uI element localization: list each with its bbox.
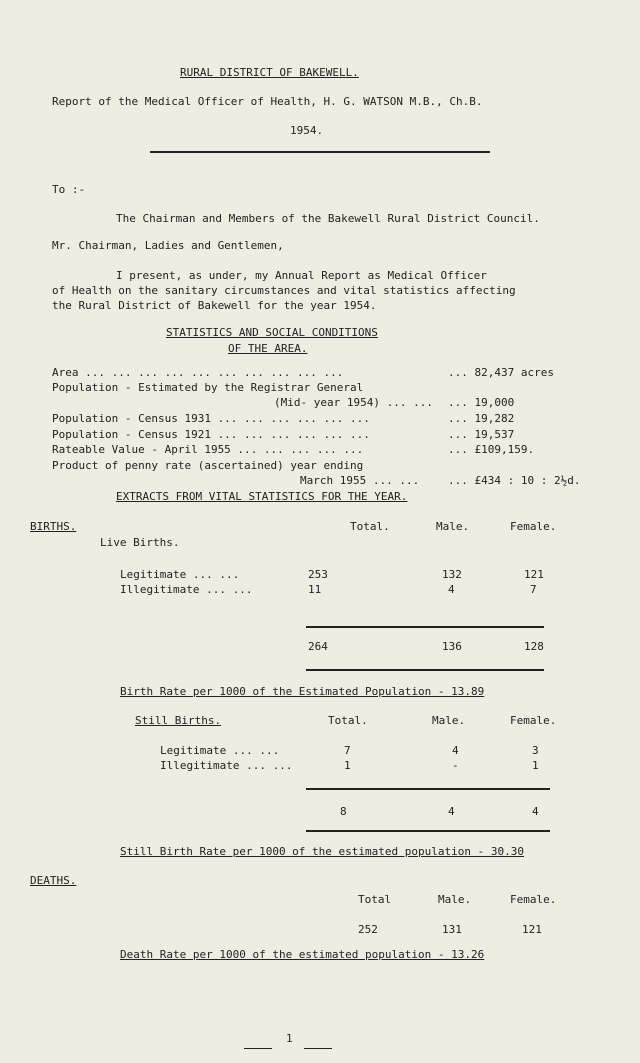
- still-legitimate-total: 7: [344, 744, 351, 757]
- births-sum-female: 128: [524, 640, 544, 653]
- stat-penny-rate-sub: March 1955 ... ...: [300, 474, 420, 487]
- live-births-subheading: Live Births.: [100, 536, 180, 549]
- births-legitimate-male: 132: [442, 568, 462, 581]
- statistics-subheading: OF THE AREA.: [228, 342, 308, 355]
- to-line: To :-: [52, 183, 86, 196]
- extracts-heading: EXTRACTS FROM VITAL STATISTICS FOR THE YEAR.: [116, 490, 408, 503]
- births-col-female: Female.: [510, 520, 557, 533]
- stat-area-label: Area ... ... ... ... ... ... ... ... ... ...: [52, 366, 344, 379]
- still-sum-female: 4: [532, 805, 539, 818]
- births-illegitimate-label: Illegitimate ... ...: [120, 583, 253, 596]
- stat-penny-rate-label: Product of penny rate (ascertained) year ending: [52, 459, 364, 472]
- intro-line-2: of Health on the sanitary circumstances and vital statistics affecting: [52, 284, 516, 297]
- stat-rateable-value-label: Rateable Value - April 1955 ... ... ... ... ...: [52, 443, 364, 456]
- births-sum-male: 136: [442, 640, 462, 653]
- district-title: RURAL DISTRICT OF BAKEWELL.: [180, 66, 359, 79]
- still-illegitimate-female: 1: [532, 759, 539, 772]
- still-births-subheading: Still Births.: [135, 714, 222, 727]
- stat-census-1931-value: ... 19,282: [448, 412, 515, 425]
- page-number-rule-right: [304, 1048, 332, 1049]
- greeting: Mr. Chairman, Ladies and Gentlemen,: [52, 239, 284, 252]
- births-sum-rule-bottom: [306, 669, 544, 671]
- deaths-female: 121: [522, 923, 542, 936]
- still-illegitimate-male: -: [452, 759, 459, 772]
- births-legitimate-label: Legitimate ... ...: [120, 568, 240, 581]
- death-rate: Death Rate per 1000 of the estimated population - 13.26: [120, 948, 485, 961]
- stat-population-estimated-label: Population - Estimated by the Registrar General: [52, 381, 364, 394]
- statistics-heading: STATISTICS AND SOCIAL CONDITIONS: [166, 326, 378, 339]
- deaths-col-total: Total: [358, 893, 392, 906]
- intro-line-1: I present, as under, my Annual Report as Medical Officer: [116, 269, 487, 282]
- still-birth-rate: Still Birth Rate per 1000 of the estimated population - 30.30: [120, 845, 524, 858]
- still-sum-total: 8: [340, 805, 347, 818]
- births-col-male: Male.: [436, 520, 470, 533]
- births-sum-rule-top: [306, 626, 544, 628]
- births-legitimate-total: 253: [308, 568, 328, 581]
- intro-line-3: the Rural District of Bakewell for the year 1954.: [52, 299, 377, 312]
- still-legitimate-female: 3: [532, 744, 539, 757]
- stat-population-estimated-value: ... 19,000: [448, 396, 515, 409]
- births-col-total: Total.: [350, 520, 390, 533]
- deaths-male: 131: [442, 923, 462, 936]
- still-sum-male: 4: [448, 805, 455, 818]
- deaths-col-male: Male.: [438, 893, 472, 906]
- births-sum-total: 264: [308, 640, 328, 653]
- deaths-section: DEATHS.: [30, 874, 77, 887]
- still-sum-rule-bottom: [306, 830, 550, 832]
- birth-rate: Birth Rate per 1000 of the Estimated Population - 13.89: [120, 685, 485, 698]
- still-illegitimate-total: 1: [344, 759, 351, 772]
- stat-population-estimated-sub: (Mid- year 1954) ... ...: [274, 396, 433, 409]
- still-births-col-female: Female.: [510, 714, 557, 727]
- still-sum-rule-top: [306, 788, 550, 790]
- still-births-col-male: Male.: [432, 714, 466, 727]
- report-title: Report of the Medical Officer of Health, H. G. WATSON M.B., Ch.B.: [52, 95, 483, 108]
- still-legitimate-label: Legitimate ... ...: [160, 744, 280, 757]
- still-births-col-total: Total.: [328, 714, 368, 727]
- still-legitimate-male: 4: [452, 744, 459, 757]
- addressee: The Chairman and Members of the Bakewell Rural District Council.: [116, 212, 540, 225]
- page-number-rule-left: [244, 1048, 272, 1049]
- births-illegitimate-female: 7: [530, 583, 537, 596]
- stat-census-1931-label: Population - Census 1931 ... ... ... ... ... ...: [52, 412, 370, 425]
- births-section: BIRTHS.: [30, 520, 77, 533]
- report-year: 1954.: [290, 124, 324, 137]
- births-illegitimate-total: 11: [308, 583, 322, 596]
- deaths-total: 252: [358, 923, 378, 936]
- page-number: 1: [286, 1032, 293, 1045]
- stat-census-1921-label: Population - Census 1921 ... ... ... ... ... ...: [52, 428, 370, 441]
- deaths-col-female: Female.: [510, 893, 557, 906]
- still-illegitimate-label: Illegitimate ... ...: [160, 759, 293, 772]
- births-legitimate-female: 121: [524, 568, 544, 581]
- stat-penny-rate-value: ... £434 : 10 : 2½d.: [448, 474, 581, 487]
- stat-census-1921-value: ... 19,537: [448, 428, 515, 441]
- stat-area-value: ... 82,437 acres: [448, 366, 554, 379]
- stat-rateable-value-value: ... £109,159.: [448, 443, 535, 456]
- header-divider: [150, 151, 490, 153]
- births-illegitimate-male: 4: [448, 583, 455, 596]
